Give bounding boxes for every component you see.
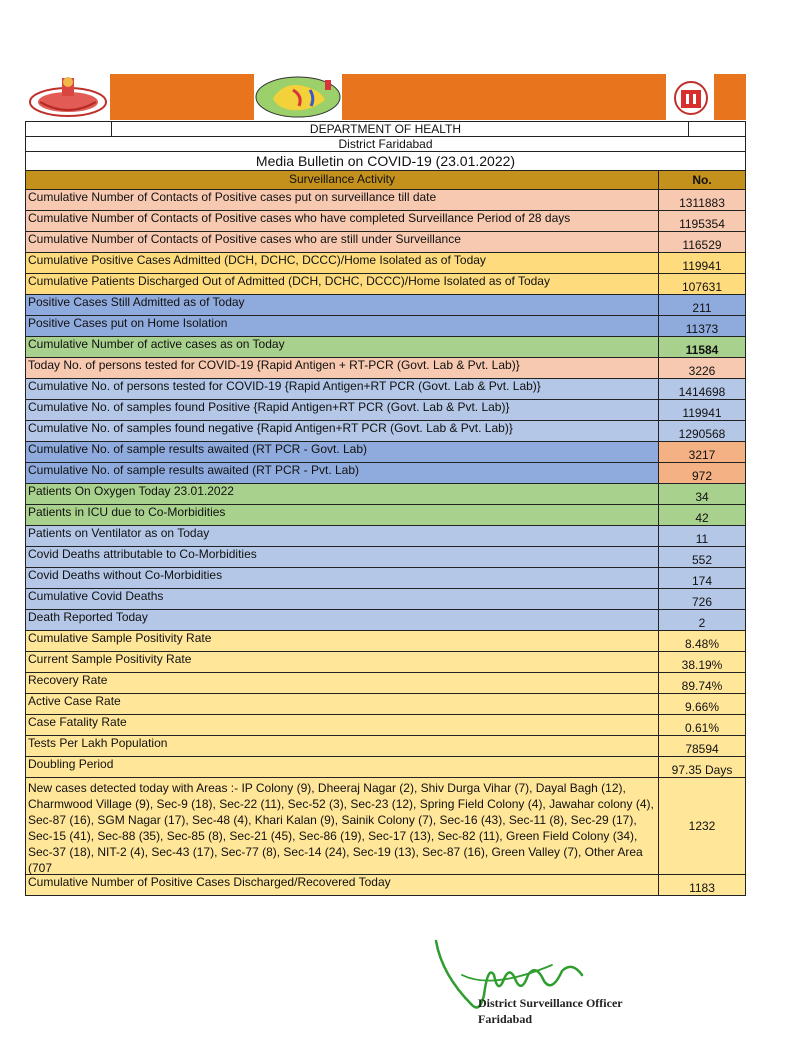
signature-location: Faridabad <box>478 1012 533 1026</box>
areas-value: 1232 <box>688 819 716 833</box>
row-value: 2 <box>698 616 706 630</box>
bulletin-title <box>25 151 746 170</box>
row-label: Recovery Rate <box>26 673 659 693</box>
row-value: 42 <box>695 511 709 525</box>
row-label: Doubling Period <box>26 757 659 777</box>
table-row <box>25 672 746 693</box>
row-label: Cumulative Patients Discharged Out of Admitted (DCH, DCHC, DCCC)/Home Isolated as of Today <box>26 274 659 294</box>
row-value: 89.74% <box>681 679 723 693</box>
row-label: Case Fatality Rate <box>26 715 659 735</box>
row-value: 1195354 <box>679 217 725 231</box>
row-value: 34 <box>695 490 709 504</box>
row-label: Death Reported Today <box>26 610 659 630</box>
row-label: Cumulative Number of active cases as on Today <box>26 337 659 357</box>
table-header <box>25 170 746 189</box>
signature-title: District Surveillance Officer <box>478 996 623 1010</box>
row-value: 726 <box>691 595 713 609</box>
header-banner <box>110 74 746 120</box>
row-label: Cumulative Number of Contacts of Positive cases who have completed Surveillance Period of 28 days <box>26 211 659 231</box>
row-label: Positive Cases Still Admitted as of Today <box>26 295 659 315</box>
row-value: 107631 <box>681 280 723 294</box>
row-value: 0.61% <box>684 721 720 735</box>
district-text: District Faridabad <box>338 137 433 151</box>
table-row <box>25 189 746 210</box>
row-label: Cumulative No. of persons tested for COVID-19 {Rapid Antigen+RT PCR (Govt. Lab & Pvt. Lab)} <box>26 379 659 399</box>
column-header-activity: Surveillance Activity <box>26 171 659 189</box>
table-row <box>25 399 746 420</box>
row-label: Cumulative Number of Contacts of Positive cases who are still under Surveillance <box>26 232 659 252</box>
table-row <box>25 525 746 546</box>
row-label: Covid Deaths without Co-Morbidities <box>26 568 659 588</box>
row-value: 116529 <box>682 238 722 252</box>
table-row <box>25 588 746 609</box>
areas-label: New cases detected today with Areas :- IP Colony (9), Dheeraj Nagar (2), Shiv Durga Vihar (7), Dayal Bagh (12), Charmwood Village (9), Sec-9 (18), Sec-22 (11), Sec-52 (3), Sec-23 (12), Spring Field Colony (4), Jawahar colony (4), Sec-87 (16), SGM Nagar (17), Sec-48 (4), Khari Kalan (9), Sainik Colony (7), Sec-16 (43), Sec-11 (8), Sec-29 (17), Sec-15 (41), Sec-88 (35), Sec-85 (8), Sec-21 (45), Sec-86 (19), Sec-17 (13), Sec-82 (11), Green Field Colony (34), Sec-37 (18), NIT-2 (4), Sec-43 (17), Sec-77 (8), Sec-14 (24), Sec-19 (13), Sec-87 (16), Green Valley (7), Other Area (707 <box>26 778 659 874</box>
table-row <box>25 651 746 672</box>
state-map-logo-icon <box>255 76 341 118</box>
new-cases-areas-row <box>25 777 746 874</box>
row-value: 1414698 <box>678 385 726 399</box>
row-label: Cumulative Number of Positive Cases Discharged/Recovered Today <box>26 875 659 895</box>
department-title <box>25 121 746 136</box>
department-text: DEPARTMENT OF HEALTH <box>309 122 462 136</box>
table-row <box>25 441 746 462</box>
table-row <box>25 567 746 588</box>
row-label: Current Sample Positivity Rate <box>26 652 659 672</box>
table-row <box>25 483 746 504</box>
row-value: 38.19% <box>681 658 723 672</box>
row-value: 9.66% <box>684 700 720 714</box>
row-value: 552 <box>691 553 713 567</box>
row-label: Cumulative Number of Contacts of Positive cases put on surveillance till date <box>26 190 659 210</box>
row-label: Active Case Rate <box>26 694 659 714</box>
signature-block <box>478 995 623 1027</box>
row-label: Cumulative Sample Positivity Rate <box>26 631 659 651</box>
row-value: 3217 <box>659 442 745 462</box>
table-row <box>25 693 746 714</box>
bulletin-sheet <box>25 121 746 896</box>
row-label: Patients in ICU due to Co-Morbidities <box>26 505 659 525</box>
table-row <box>25 756 746 777</box>
table-row <box>25 546 746 567</box>
surveillance-table <box>25 170 746 896</box>
haryana-emblem-icon <box>28 74 108 118</box>
row-value: 1311883 <box>679 196 725 210</box>
table-row <box>25 336 746 357</box>
row-value: 97.35 Days <box>671 763 733 777</box>
discharged-today-row <box>25 874 746 896</box>
table-row <box>25 735 746 756</box>
row-label: Covid Deaths attributable to Co-Morbidities <box>26 547 659 567</box>
row-label: Cumulative No. of samples found negative {Rapid Antigen+RT PCR (Govt. Lab & Pvt. Lab)} <box>26 421 659 441</box>
row-value: 8.48% <box>684 637 720 651</box>
table-row <box>25 378 746 399</box>
table-row <box>25 210 746 231</box>
row-label: Patients On Oxygen Today 23.01.2022 <box>26 484 659 504</box>
table-row <box>25 462 746 483</box>
row-value: 119941 <box>682 406 722 420</box>
table-row <box>25 252 746 273</box>
row-value: 174 <box>691 574 713 588</box>
table-row <box>25 630 746 651</box>
row-label: Cumulative Positive Cases Admitted (DCH, DCHC, DCCC)/Home Isolated as of Today <box>26 253 659 273</box>
table-row <box>25 609 746 630</box>
row-label: Patients on Ventilator as on Today <box>26 526 659 546</box>
table-row <box>25 294 746 315</box>
health-logo-icon <box>672 80 710 116</box>
row-label: Positive Cases put on Home Isolation <box>26 316 659 336</box>
bulletin-text: Media Bulletin on COVID-19 (23.01.2022) <box>255 153 516 169</box>
table-row <box>25 273 746 294</box>
row-label: Today No. of persons tested for COVID-19 {Rapid Antigen + RT-PCR (Govt. Lab & Pvt. Lab)} <box>26 358 659 378</box>
row-label: Cumulative No. of sample results awaited (RT PCR - Pvt. Lab) <box>26 463 659 483</box>
row-value: 11373 <box>685 322 719 336</box>
table-row <box>25 504 746 525</box>
row-value: 972 <box>659 463 745 483</box>
row-value: 1290568 <box>678 427 726 441</box>
table-row <box>25 231 746 252</box>
row-value: 11584 <box>685 343 719 357</box>
row-label: Tests Per Lakh Population <box>26 736 659 756</box>
column-header-number: No. <box>692 173 712 187</box>
table-row <box>25 357 746 378</box>
table-row <box>25 714 746 735</box>
row-value: 78594 <box>685 742 719 756</box>
row-value: 1183 <box>689 881 715 895</box>
table-row <box>25 315 746 336</box>
row-value: 3226 <box>688 364 716 378</box>
row-value: 211 <box>692 301 712 315</box>
row-label: Cumulative No. of samples found Positive {Rapid Antigen+RT PCR (Govt. Lab & Pvt. Lab)} <box>26 400 659 420</box>
row-label: Cumulative Covid Deaths <box>26 589 659 609</box>
table-row <box>25 420 746 441</box>
district-title <box>25 136 746 151</box>
row-label: Cumulative No. of sample results awaited (RT PCR - Govt. Lab) <box>26 442 659 462</box>
row-value: 119941 <box>682 259 722 273</box>
row-value: 11 <box>695 532 709 546</box>
